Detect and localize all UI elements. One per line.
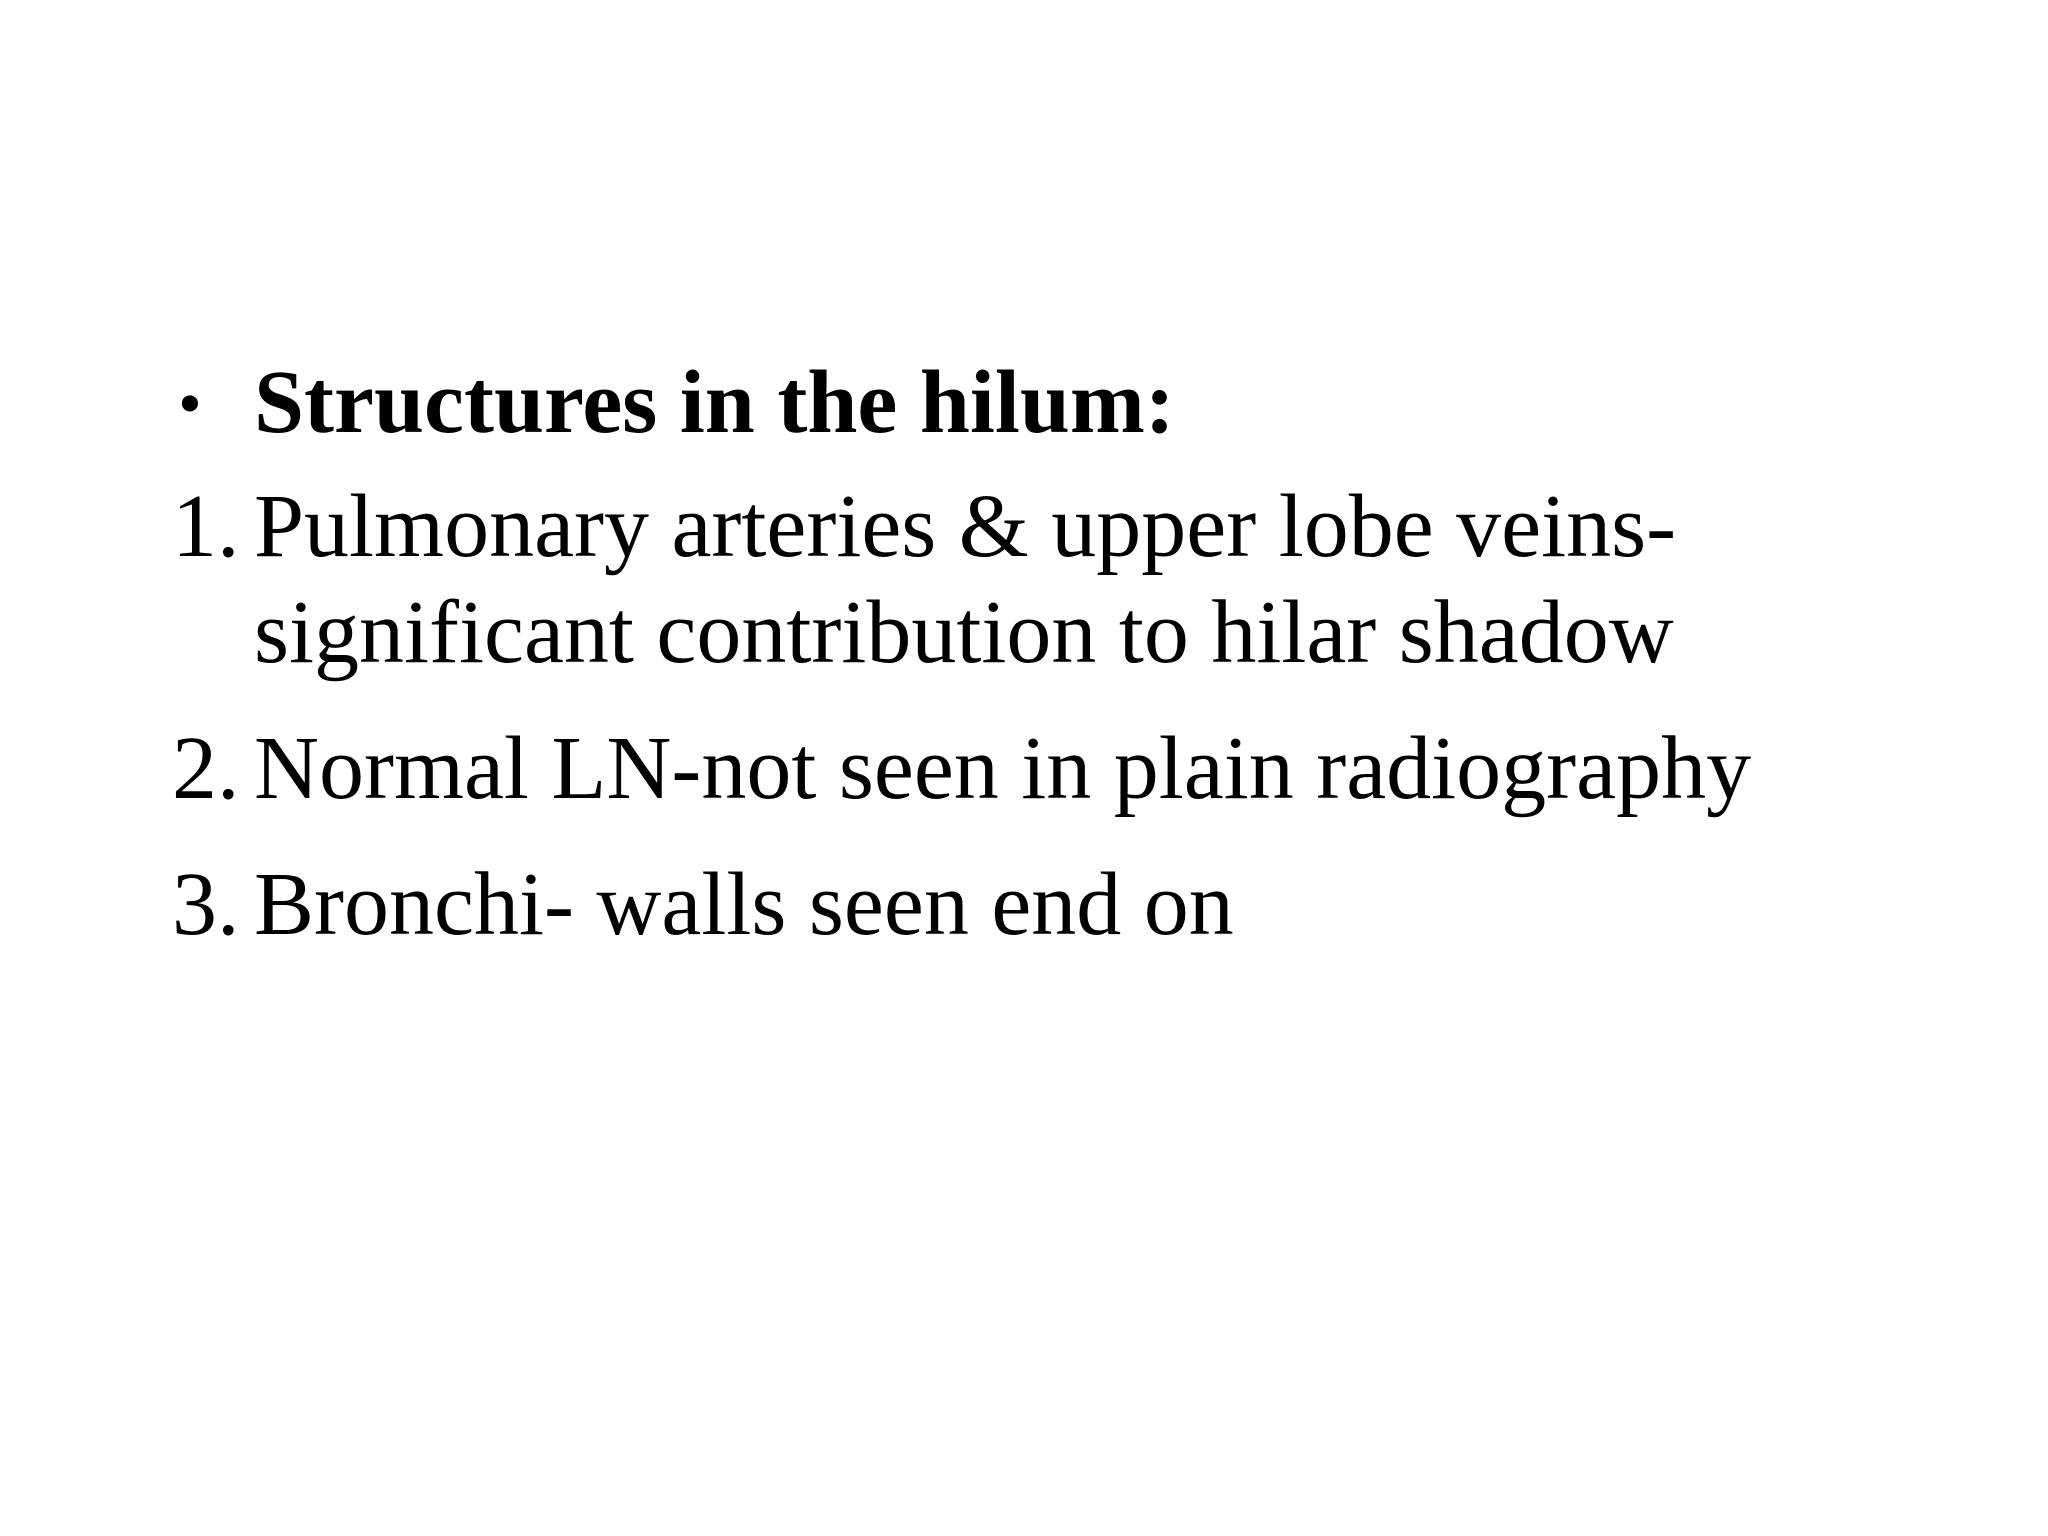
list-item-2-text: Normal LN-not seen in plain radiography — [254, 719, 1752, 818]
list-number-2: 2. — [172, 719, 240, 818]
list-item-3-text: Bronchi- walls seen end on — [254, 855, 1234, 954]
list-item-1-text — [254, 474, 1992, 686]
list-number-1: 1. — [172, 477, 240, 576]
slide-content — [172, 350, 1992, 958]
list-item-1-line-1: Pulmonary arteries & upper lobe veins- — [254, 477, 1677, 576]
list-item-1-line-2: significant contribution to hilar shadow — [254, 583, 1674, 682]
list-number-3: 3. — [172, 855, 240, 954]
heading-bullet-row — [172, 350, 1992, 456]
bullet-marker: • — [178, 365, 202, 441]
list-item-2 — [172, 716, 1992, 822]
list-item-3 — [172, 852, 1992, 958]
list-item-1 — [172, 474, 1992, 686]
slide-heading: Structures in the hilum: — [254, 353, 1175, 452]
